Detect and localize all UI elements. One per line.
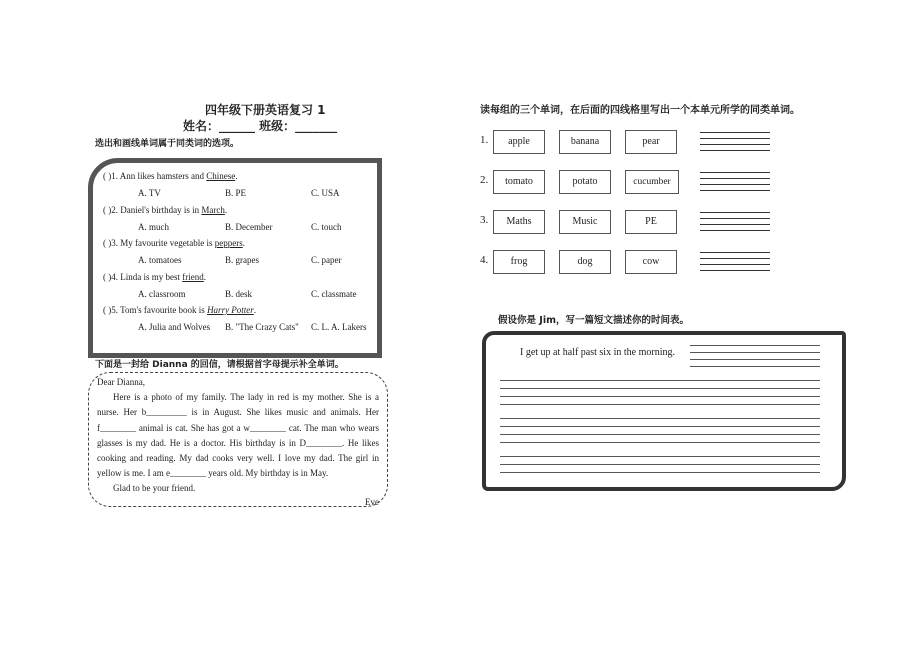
word-box: dog [559, 250, 611, 274]
word-box: cow [625, 250, 677, 274]
option-a: A. much [138, 221, 169, 232]
multiple-choice-box [88, 158, 382, 358]
question-text: ( )4. Linda is my best [103, 271, 183, 282]
option-a: A. TV [138, 188, 161, 198]
essay-writing-line[interactable] [500, 434, 820, 435]
essay-writing-line[interactable] [500, 380, 820, 381]
essay-writing-line[interactable] [500, 442, 820, 443]
option-a: A. classroom [138, 288, 186, 299]
letter-box [88, 372, 388, 507]
option-b: B. grapes [225, 255, 259, 265]
essay-writing-line[interactable] [500, 426, 820, 427]
underlined-word: Harry Potter [207, 305, 254, 315]
instruction-essay: 假设你是 Jim，写一篇短文描述你的时间表。 [498, 315, 689, 326]
question-text: ( )5. Tom's favourite book is [103, 305, 208, 315]
question-3 [103, 238, 245, 248]
question-text: ( )2. Daniel's birthday is in [103, 204, 202, 215]
word-box: Music [559, 210, 611, 234]
four-line-writing-grid[interactable] [700, 172, 770, 192]
letter-greeting: Dear Dianna, [97, 377, 145, 387]
group-number: 1. [480, 134, 489, 146]
option-b: B. desk [225, 288, 252, 299]
option-c: C. classmate [311, 288, 357, 299]
worksheet-title: 四年级下册英语复习 1 [205, 103, 326, 117]
instruction-groups: 读每组的三个单词，在后面的四线格里写出一个本单元所学的同类单词。 [480, 105, 800, 116]
question-5 [103, 305, 256, 315]
option-a: A. Julia and Wolves [138, 322, 211, 332]
letter-body: Here is a photo of my family. The lady in red is my mother. She is a nurse. Her b_________ is in August. She likes music and animals. Her f________ animal is cat. She has got a w________ cat. The man who wears glasses is my dad. He is a doctor. His birthday is in D________. He likes cooking and reading. My dad cooks very well. I love my dad. The girl in yellow is me. I am e________ years old. My birthday is in May. [97, 392, 379, 479]
four-line-writing-grid[interactable] [700, 212, 770, 232]
option-c: C. USA [311, 188, 340, 198]
question-end: . [235, 171, 238, 181]
essay-writing-line[interactable] [500, 464, 820, 465]
question-end: . [224, 204, 228, 215]
option-b: B. "The Crazy Cats" [225, 322, 299, 332]
word-box: cucumber [625, 170, 679, 194]
underlined-word: March [201, 204, 225, 215]
question-1 [103, 171, 237, 181]
group-number: 4. [480, 254, 489, 266]
word-box: apple [493, 130, 545, 154]
word-box: frog [493, 250, 545, 274]
essay-writing-line[interactable] [690, 345, 820, 346]
instruction-choose: 选出和画线单词属于同类词的选项。 [95, 139, 240, 149]
option-a: A. tomatoes [138, 255, 182, 265]
underlined-word: friend [182, 271, 204, 282]
essay-writing-line[interactable] [690, 366, 820, 367]
word-box: banana [559, 130, 611, 154]
question-text: ( )3. My favourite vegetable is [103, 238, 215, 248]
group-number: 2. [480, 174, 489, 186]
four-line-writing-grid[interactable] [700, 252, 770, 272]
underlined-word: peppers [214, 238, 243, 248]
option-c: C. L. A. Lakers [311, 322, 367, 332]
question-text: ( )1. Ann likes hamsters and [103, 171, 207, 181]
option-b: B. December [225, 221, 273, 232]
essay-writing-line[interactable] [500, 396, 820, 397]
word-box: Maths [493, 210, 545, 234]
essay-writing-line[interactable] [690, 352, 820, 353]
name-class-line: 姓名：______ 班级：_______ [183, 119, 338, 133]
essay-writing-line[interactable] [690, 359, 820, 360]
option-c: C. paper [311, 255, 342, 265]
essay-writing-line[interactable] [500, 404, 820, 405]
word-box: tomato [493, 170, 545, 194]
option-c: C. touch [311, 221, 342, 232]
word-box: pear [625, 130, 677, 154]
four-line-writing-grid[interactable] [700, 132, 770, 152]
question-end: . [203, 271, 206, 282]
essay-writing-line[interactable] [500, 456, 820, 457]
letter-closing: Glad to be your friend. [113, 483, 196, 494]
question-2 [103, 205, 227, 215]
question-end: . [253, 305, 257, 315]
group-number: 3. [480, 214, 489, 226]
question-4 [103, 272, 206, 282]
option-b: B. PE [225, 188, 247, 198]
underlined-word: Chinese [206, 171, 236, 181]
essay-writing-line[interactable] [500, 388, 820, 389]
letter-signature: Eve [365, 496, 379, 507]
essay-start-text: I get up at half past six in the morning. [520, 347, 675, 358]
essay-writing-line[interactable] [500, 472, 820, 473]
word-box: PE [625, 210, 677, 234]
word-box: potato [559, 170, 611, 194]
essay-writing-line[interactable] [500, 418, 820, 419]
question-end: . [242, 238, 245, 248]
instruction-letter: 下面是一封给 Dianna 的回信，请根据首字母提示补全单词。 [95, 360, 344, 370]
